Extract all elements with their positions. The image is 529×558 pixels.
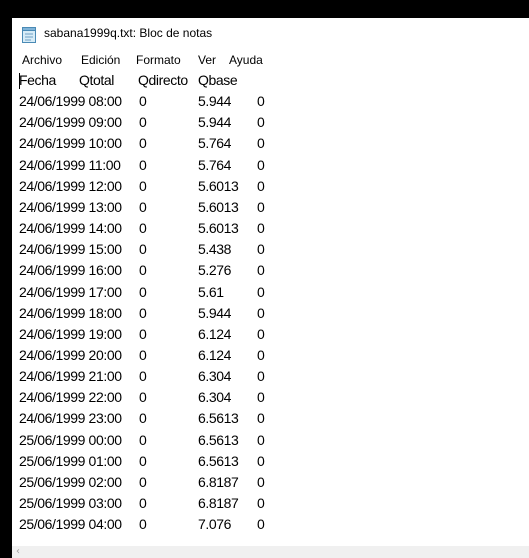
cell-qextra: 0 — [257, 410, 265, 426]
cell-qbase: 5.764 — [198, 135, 232, 151]
cell-fecha: 24/06/1999 17:00 — [19, 284, 122, 300]
horizontal-scrollbar[interactable] — [12, 546, 529, 558]
cell-qtotal: 0 — [139, 157, 147, 173]
cell-qbase: 5.944 — [198, 93, 232, 109]
cell-qtotal: 0 — [139, 114, 147, 130]
cell-fecha: 25/06/1999 04:00 — [19, 516, 122, 532]
cell-fecha: 24/06/1999 08:00 — [19, 93, 122, 109]
cell-qtotal: 0 — [139, 495, 147, 511]
cell-qextra: 0 — [257, 157, 265, 173]
cell-qextra: 0 — [257, 305, 265, 321]
cell-qbase: 5.61 — [198, 284, 224, 300]
notepad-window — [12, 18, 529, 558]
cell-qbase: 5.6013 — [198, 220, 239, 236]
cell-qtotal: 0 — [139, 135, 147, 151]
header-qbase: Qbase — [198, 72, 238, 88]
cell-qbase: 6.304 — [198, 368, 232, 384]
cell-qtotal: 0 — [139, 347, 147, 363]
cell-qextra: 0 — [257, 495, 265, 511]
cell-fecha: 24/06/1999 22:00 — [19, 389, 122, 405]
cell-fecha: 24/06/1999 09:00 — [19, 114, 122, 130]
cell-qtotal: 0 — [139, 326, 147, 342]
cell-fecha: 24/06/1999 11:00 — [19, 157, 121, 173]
text-editor-area[interactable] — [12, 70, 529, 546]
cell-qextra: 0 — [257, 516, 265, 532]
cell-qbase: 6.5613 — [198, 453, 239, 469]
menu-formato[interactable]: Formato — [136, 53, 181, 67]
cell-fecha: 25/06/1999 03:00 — [19, 495, 122, 511]
cell-qextra: 0 — [257, 220, 265, 236]
cell-qbase: 5.438 — [198, 241, 232, 257]
cell-qtotal: 0 — [139, 389, 147, 405]
window-title: sabana1999q.txt: Bloc de notas — [44, 26, 213, 40]
cell-fecha: 24/06/1999 21:00 — [19, 368, 122, 384]
cell-qbase: 6.304 — [198, 389, 232, 405]
cell-fecha: 24/06/1999 18:00 — [19, 305, 122, 321]
cell-qtotal: 0 — [139, 305, 147, 321]
cell-qbase: 6.5613 — [198, 432, 239, 448]
cell-qtotal: 0 — [139, 241, 147, 257]
cell-qextra: 0 — [257, 347, 265, 363]
cell-fecha: 24/06/1999 14:00 — [19, 220, 122, 236]
scroll-left-arrow-icon[interactable]: ‹ — [16, 546, 20, 557]
cell-qextra: 0 — [257, 284, 265, 300]
cell-qbase: 6.124 — [198, 347, 232, 363]
cell-qbase: 5.6013 — [198, 178, 239, 194]
cell-qtotal: 0 — [139, 220, 147, 236]
cell-qbase: 7.076 — [198, 516, 232, 532]
cell-qtotal: 0 — [139, 410, 147, 426]
menu-edicion[interactable]: Edición — [81, 53, 121, 67]
cell-qextra: 0 — [257, 326, 265, 342]
cell-qextra: 0 — [257, 241, 265, 257]
menu-ayuda[interactable]: Ayuda — [229, 53, 263, 67]
header-qdirecto: Qdirecto — [138, 72, 188, 88]
cell-qtotal: 0 — [139, 93, 147, 109]
cell-qbase: 6.5613 — [198, 410, 239, 426]
menu-ver[interactable]: Ver — [198, 53, 217, 67]
cell-fecha: 25/06/1999 00:00 — [19, 432, 122, 448]
cell-fecha: 24/06/1999 12:00 — [19, 178, 122, 194]
cell-qextra: 0 — [257, 93, 265, 109]
cell-qtotal: 0 — [139, 178, 147, 194]
cell-qextra: 0 — [257, 135, 265, 151]
cell-qbase: 5.944 — [198, 114, 232, 130]
cell-qextra: 0 — [257, 432, 265, 448]
menu-archivo[interactable]: Archivo — [22, 53, 63, 67]
cell-qextra: 0 — [257, 389, 265, 405]
cell-qbase: 5.276 — [198, 262, 232, 278]
cell-qbase: 5.6013 — [198, 199, 239, 215]
cell-qextra: 0 — [257, 199, 265, 215]
cell-qextra: 0 — [257, 178, 265, 194]
cell-qtotal: 0 — [139, 262, 147, 278]
cell-qbase: 5.944 — [198, 305, 232, 321]
title-bar[interactable] — [12, 18, 529, 50]
cell-qtotal: 0 — [139, 199, 147, 215]
cell-fecha: 25/06/1999 02:00 — [19, 474, 122, 490]
cell-qextra: 0 — [257, 474, 265, 490]
cell-fecha: 24/06/1999 10:00 — [19, 135, 122, 151]
cell-qtotal: 0 — [139, 368, 147, 384]
cell-qtotal: 0 — [139, 432, 147, 448]
cell-qtotal: 0 — [139, 284, 147, 300]
cell-fecha: 25/06/1999 01:00 — [19, 453, 122, 469]
cell-qextra: 0 — [257, 453, 265, 469]
cell-qextra: 0 — [257, 114, 265, 130]
cell-qextra: 0 — [257, 262, 265, 278]
cell-qbase: 6.8187 — [198, 495, 239, 511]
cell-qbase: 6.8187 — [198, 474, 239, 490]
cell-qextra: 0 — [257, 368, 265, 384]
cell-qbase: 6.124 — [198, 326, 232, 342]
cell-fecha: 24/06/1999 13:00 — [19, 199, 122, 215]
menu-bar — [12, 50, 529, 70]
cell-fecha: 24/06/1999 19:00 — [19, 326, 122, 342]
cell-qbase: 5.764 — [198, 157, 232, 173]
cell-fecha: 24/06/1999 15:00 — [19, 241, 122, 257]
header-qtotal: Qtotal — [79, 72, 114, 88]
cell-qtotal: 0 — [139, 453, 147, 469]
notepad-icon — [22, 27, 36, 43]
header-fecha: Fecha — [19, 72, 56, 88]
cell-fecha: 24/06/1999 23:00 — [19, 410, 122, 426]
cell-qtotal: 0 — [139, 474, 147, 490]
cell-fecha: 24/06/1999 20:00 — [19, 347, 122, 363]
cell-qtotal: 0 — [139, 516, 147, 532]
cell-fecha: 24/06/1999 16:00 — [19, 262, 122, 278]
